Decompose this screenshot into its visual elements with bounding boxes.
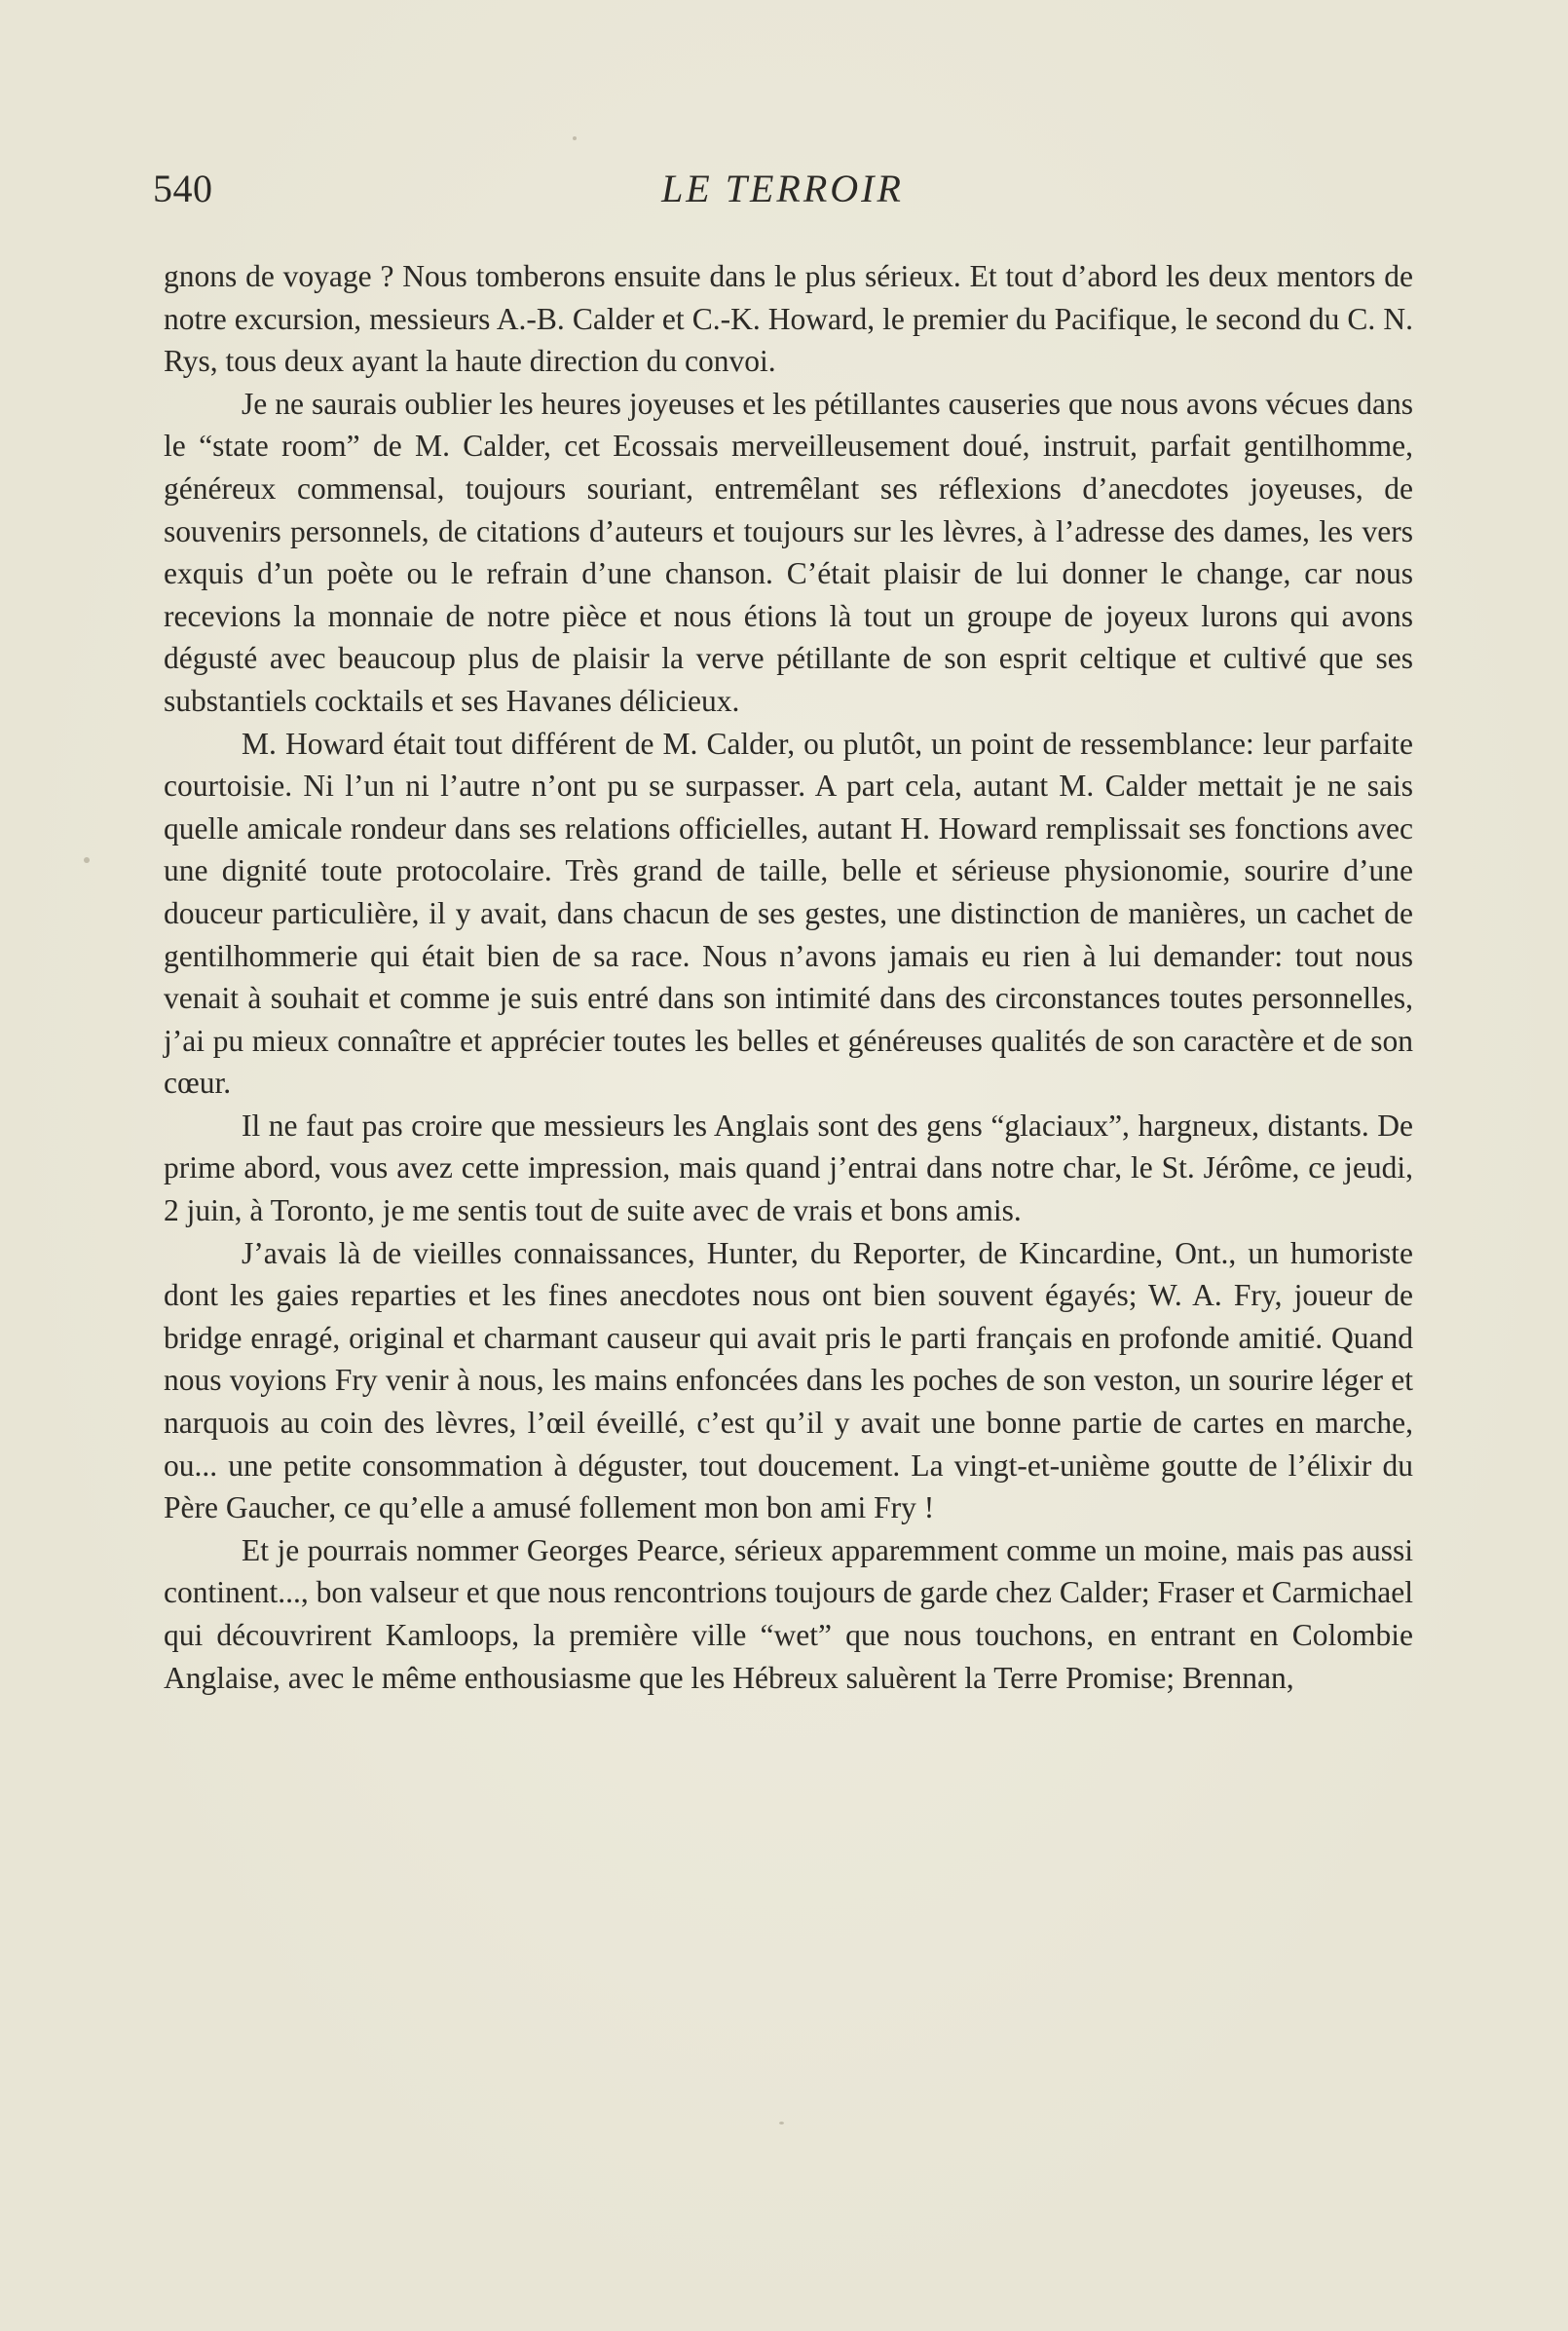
- body-text: [164, 255, 1413, 1699]
- paper-speck: [84, 857, 90, 863]
- paragraph: Il ne faut pas croire que messieurs les Anglais sont des gens “glaciaux”, hargneux, distants. De prime abord, vous avez cette impression, mais quand j’entrai dans notre char, le St. Jérôme, ce jeudi, 2 juin, à Toronto, je me sentis tout de suite avec de vrais et bons amis.: [164, 1108, 1413, 1228]
- running-title: LE TERROIR: [661, 167, 904, 210]
- paragraph: gnons de voyage ? Nous tomberons ensuite dans le plus sérieux. Et tout d’abord les deux mentors de notre excursion, messieurs A.-B. Calder et C.-K. Howard, le premier du Pacifique, le second du C. N. Rys, tous deux ayant la haute direction du convoi.: [164, 259, 1413, 379]
- paragraph: J’avais là de vieilles connaissances, Hunter, du Reporter, de Kincardine, Ont., un humoriste dont les gaies reparties et les fines anecdotes nous ont bien souvent égayés; W. A. Fry, joueur de bridge enragé, original et charmant causeur qui avait pris le parti français en profonde amitié. Quand nous voyions Fry venir à nous, les mains enfoncées dans les poches de son veston, un sourire léger et narquois au coin des lèvres, l’œil éveillé, c’est qu’il y avait une bonne partie de cartes en marche, ou... une petite consommation à déguster, tout doucement. La vingt-et-unième goutte de l’élixir du Père Gaucher, ce qu’elle a amusé follement mon bon ami Fry !: [164, 1235, 1413, 1525]
- paragraph: Et je pourrais nommer Georges Pearce, sérieux apparemment comme un moine, mais pas aussi continent..., bon valseur et que nous rencontrions toujours de garde chez Calder; Fraser et Carmichael qui découvrirent Kamloops, la première ville “wet” que nous touchons, en entrant en Colombie Anglaise, avec le même enthousiasme que les Hébreux saluèrent la Terre Promise; Brennan,: [164, 1532, 1413, 1695]
- paragraph: Je ne saurais oublier les heures joyeuses et les pétillantes causeries que nous avons vécues dans le “state room” de M. Calder, cet Ecossais merveilleusement doué, instruit, parfait gentilhomme, généreux commensal, toujours souriant, entremêlant ses réflexions d’anecdotes joyeuses, de souvenirs personnels, de citations d’auteurs et toujours sur les lèvres, à l’adresse des dames, les vers exquis d’un poète ou le refrain d’une chanson. C’était plaisir de lui donner le change, car nous recevions la monnaie de notre pièce et nous étions là tout un groupe de joyeux lurons qui avons dégusté avec beaucoup plus de plaisir la verve pétillante de son esprit celtique et cultivé que ses substantiels cocktails et ses Havanes délicieux.: [164, 386, 1413, 718]
- paragraph: M. Howard était tout différent de M. Calder, ou plutôt, un point de ressemblance: leur parfaite courtoisie. Ni l’un ni l’autre n’ont pu se surpasser. A part cela, autant M. Calder mettait je ne sais quelle amicale rondeur dans ses relations officielles, autant H. Howard remplissait ses fonctions avec une dignité toute protocolaire. Très grand de taille, belle et sérieuse physionomie, sourire d’une douceur particulière, il y avait, dans chacun de ses gestes, une distinction de manières, un cachet de gentilhommerie qui était bien de sa race. Nous n’avons jamais eu rien à lui demander: tout nous venait à souhait et comme je suis entré dans son intimité dans des circonstances toutes personnelles, j’ai pu mieux connaître et apprécier toutes les belles et généreuses qualités de son caractère et de son cœur.: [164, 726, 1413, 1101]
- page-number: 540: [153, 167, 213, 210]
- paper-speck: [573, 136, 577, 140]
- running-head: [153, 166, 1412, 224]
- paper-speck: [779, 2122, 784, 2124]
